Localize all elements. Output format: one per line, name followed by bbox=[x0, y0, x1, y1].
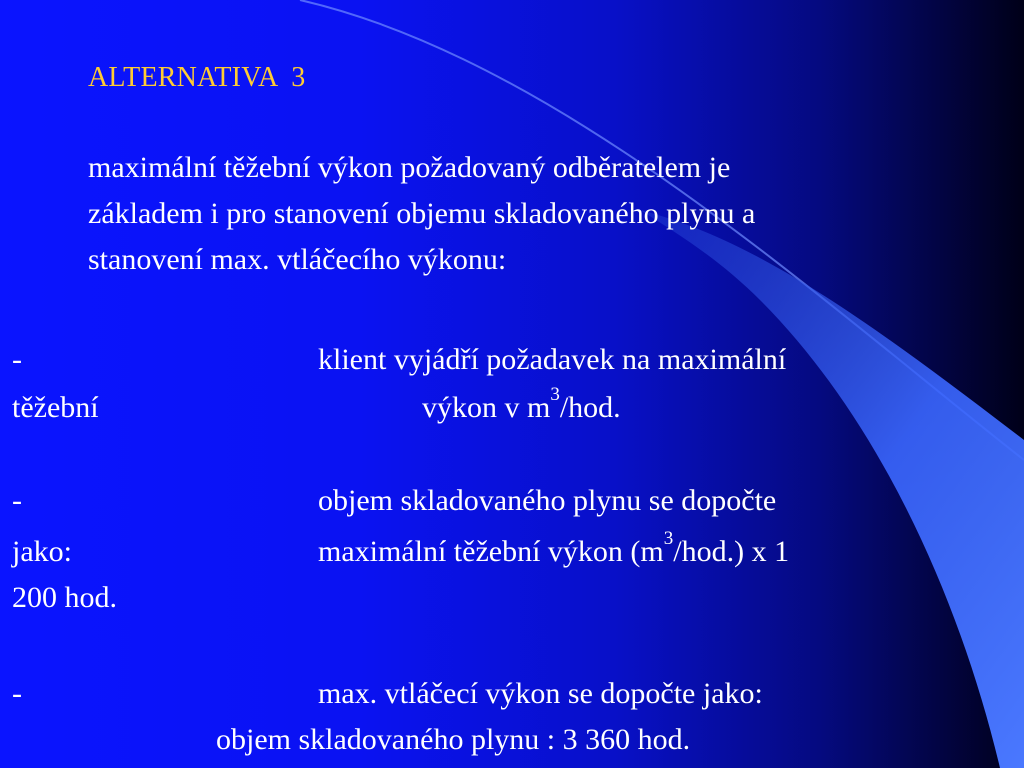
bullet-2-line-3: 200 hod. bbox=[12, 581, 117, 614]
intro-line-1: maximální těžební výkon požadovaný odběratelem je bbox=[88, 151, 731, 184]
bullet-2-unit-pre: maximální těžební výkon (m bbox=[318, 535, 664, 568]
bullet-2-line-1: objem skladovaného plynu se dopočte bbox=[318, 484, 777, 517]
slide-title: ALTERNATIVA 3 bbox=[88, 62, 306, 93]
bullet-1-unit-pre: výkon v m bbox=[422, 391, 551, 424]
bullet-3-line-2: objem skladovaného plynu : 3 360 hod. bbox=[216, 723, 691, 756]
intro-line-3: stanovení max. vtláčecího výkonu: bbox=[88, 243, 507, 276]
bullet-2-unit-sup: 3 bbox=[663, 528, 674, 549]
bullet-3-line-1: max. vtláčecí výkon se dopočte jako: bbox=[318, 677, 763, 710]
bullet-1-cont-text bbox=[422, 384, 621, 425]
bullet-3-dash: - bbox=[12, 677, 22, 710]
bullet-1-unit-sup: 3 bbox=[550, 384, 560, 405]
intro-line-2: základem i pro stanovení objemu skladovaného plynu a bbox=[88, 197, 756, 230]
bullet-1-line-1: klient vyjádří požadavek na maximální bbox=[318, 343, 787, 376]
bullet-2-cont-text bbox=[318, 528, 790, 569]
bullet-2-unit-post: /hod.) x 1 bbox=[673, 535, 790, 568]
bullet-1-cont-word: těžební bbox=[12, 391, 99, 424]
bullet-2-dash: - bbox=[12, 484, 22, 517]
bullet-1-unit-post: /hod. bbox=[559, 391, 621, 424]
bullet-1-dash: - bbox=[12, 343, 22, 376]
bullet-2-cont-word: jako: bbox=[12, 535, 72, 568]
